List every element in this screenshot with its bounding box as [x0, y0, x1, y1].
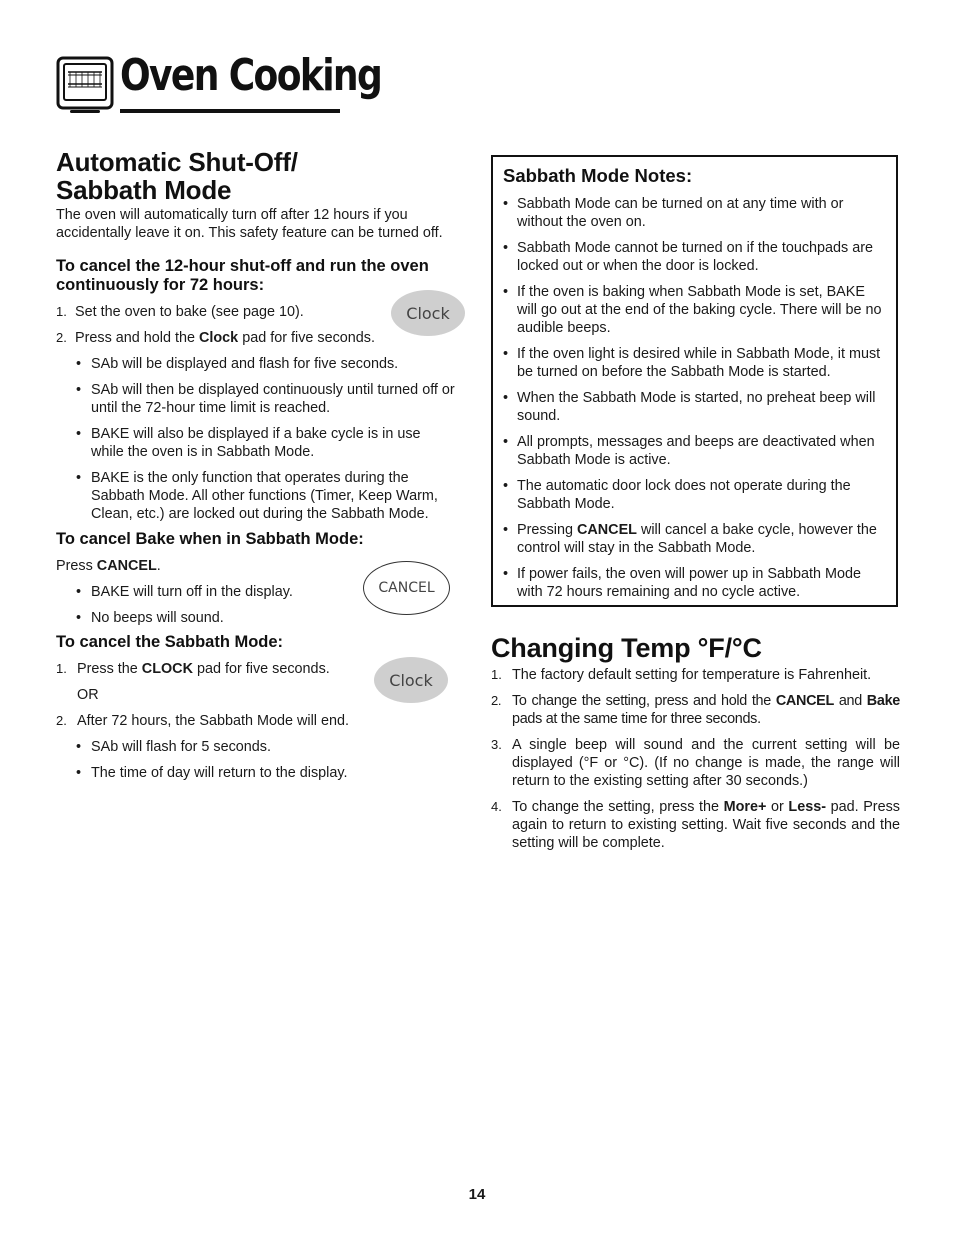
list-item: • If the oven is baking when Sabbath Mode is set, BAKE will go out at the end of the baking cycle. There will be no audible beeps. — [503, 284, 882, 336]
list-item: 4. To change the setting, press the More+ or Less- pad. Press again to return to existing setting. Wait five seconds and the setting will be complete. — [491, 799, 900, 851]
list-item: • BAKE is the only function that operates during the Sabbath Mode. All other functions (Timer, Keep Warm, Clean, etc.) are locked out during the Sabbath Mode. — [76, 470, 438, 522]
cancel-bake-instruction: Press CANCEL. — [56, 558, 161, 574]
temp-section — [491, 633, 900, 852]
list-item: 1. Press the CLOCK pad for five seconds. — [56, 661, 330, 677]
right-column — [491, 155, 900, 851]
sabbath-notes-heading: Sabbath Mode Notes: — [503, 165, 693, 186]
cancel-pad-illustration: CANCEL — [363, 561, 450, 615]
list-item: 3. A single beep will sound and the current setting will be displayed (°F or °C). (If no change is made, the range will return to the existing setting after 30 seconds.) — [491, 737, 900, 789]
list-item: • SAb will then be displayed continuously until turned off or until the 72-hour time limit is reached. — [76, 382, 455, 416]
list-item: • Sabbath Mode can be turned on at any time with or without the oven on. — [503, 196, 844, 230]
list-item: • The time of day will return to the display. — [76, 765, 348, 781]
list-item: 1. The factory default setting for temperature is Fahrenheit. — [491, 667, 872, 683]
page-title: Oven Cooking — [120, 50, 382, 101]
list-item: • SAb will flash for 5 seconds. — [76, 739, 271, 755]
cancel-bake-heading: To cancel Bake when in Sabbath Mode: — [56, 530, 364, 548]
page-number: 14 — [468, 1186, 486, 1203]
temp-steps — [491, 666, 900, 852]
list-item: • All prompts, messages and beeps are deactivated when Sabbath Mode is active. — [503, 434, 875, 468]
section-title-temp: Changing Temp °F/°C — [491, 633, 762, 663]
list-item: • If power fails, the oven will power up in Sabbath Mode with 72 hours remaining and no cycle active. — [503, 566, 861, 600]
list-item: • The automatic door lock does not operate during the Sabbath Mode. — [503, 478, 851, 512]
list-item: • When the Sabbath Mode is started, no preheat beep will sound. — [503, 390, 876, 424]
list-item: 2. Press and hold the Clock pad for five seconds. — [56, 330, 375, 346]
list-item: • BAKE will also be displayed if a bake cycle is in use while the oven is in Sabbath Mode. — [76, 426, 421, 460]
list-item: 1. Set the oven to bake (see page 10). — [56, 304, 304, 320]
section-title-sabbath: Automatic Shut-Off/ Sabbath Mode — [56, 147, 298, 205]
cancel-12-hour-heading: To cancel the 12-hour shut-off and run the oven continuously for 72 hours: — [56, 257, 429, 294]
sabbath-intro: The oven will automatically turn off after 12 hours if you accidentally leave it on. This safety feature can be turned off. — [56, 207, 443, 241]
list-item: • No beeps will sound. — [76, 610, 224, 626]
list-item: • SAb will be displayed and flash for five seconds. — [76, 356, 399, 372]
list-item: OR — [77, 687, 99, 703]
list-item: • Sabbath Mode cannot be turned on if the touchpads are locked out or when the door is locked. — [503, 240, 874, 274]
clock-pad-illustration: Clock — [391, 290, 465, 336]
clock-pad-illustration: Clock — [374, 657, 448, 703]
list-item: 2. After 72 hours, the Sabbath Mode will end. — [56, 713, 349, 729]
cancel-sabbath-bullets — [76, 738, 461, 782]
list-item: • BAKE will turn off in the display. — [76, 584, 293, 600]
list-item: 2. To change the setting, press and hold the CANCEL and Bake pads at the same time for three seconds. — [491, 693, 900, 727]
list-item: • Pressing CANCEL will cancel a bake cycle, however the control will stay in the Sabbath Mode. — [503, 522, 877, 556]
page-header — [56, 50, 382, 116]
oven-icon — [56, 56, 114, 114]
title-underline — [120, 109, 340, 113]
cancel-sabbath-heading: To cancel the Sabbath Mode: — [56, 633, 284, 651]
list-item: • If the oven light is desired while in Sabbath Mode, it must be turned on before the Sabbath Mode is started. — [503, 346, 881, 380]
sabbath-notes-list — [503, 195, 887, 601]
cancel-12-hour-bullets — [76, 355, 456, 523]
